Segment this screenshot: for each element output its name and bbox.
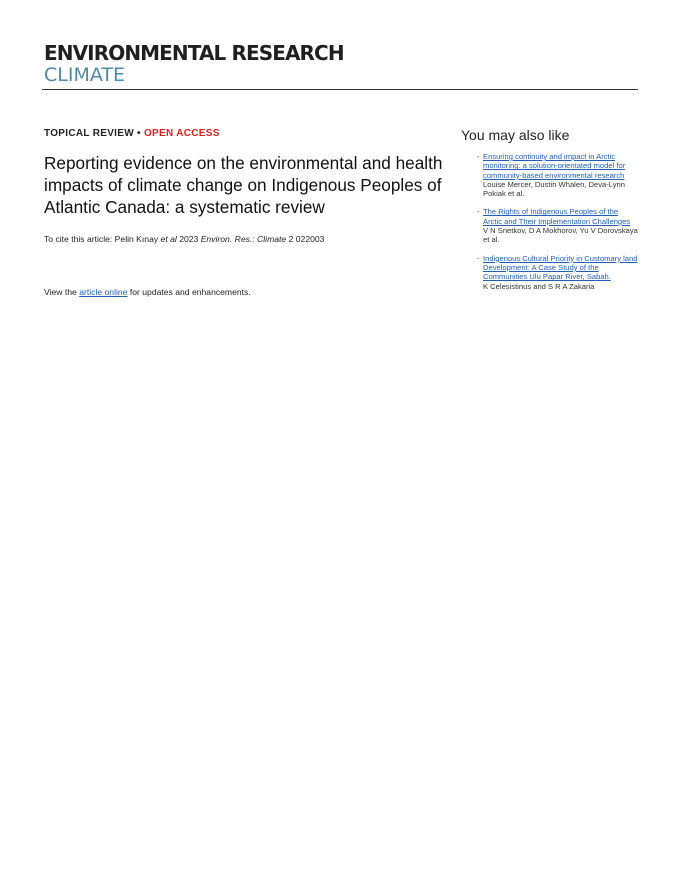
journal-logo [44,42,344,86]
journal-name-line2: CLIMATE [44,64,125,86]
bullet-icon: - [477,207,480,217]
header-divider [42,89,638,90]
journal-name-line1: ENVIRONMENTAL RESEARCH [44,41,344,65]
view-online-suffix: for updates and enhancements. [129,287,251,297]
recommended-article-authors: V N Snetkov, D A Mokhorov, Yu V Dorovskaya et al. [483,226,638,245]
list-item [478,254,638,291]
bullet-icon: - [477,152,480,161]
citation-year: 2023 [179,234,199,244]
also-like-heading: You may also like [461,127,570,143]
recommended-article-authors: K Celesistinus and S R A Zakaria [483,281,595,291]
list-item [478,207,638,244]
article-title: Reporting evidence on the environmental and health impacts of climate change on Indigenous Peoples of Atlantic Canada: a systematic review [44,153,443,217]
citation-prefix: To cite this article: Pelin Kınay [44,234,159,244]
article-type-line [44,128,220,139]
article-type: TOPICAL REVIEW [44,128,134,139]
citation-journal: Environ. Res.: Climate [200,234,287,244]
recommended-article-authors: Louise Mercer, Dustin Whalen, Deva-Lynn Pokiak et al. [483,179,625,199]
list-item [478,152,638,198]
citation [44,234,324,244]
open-access-badge: OPEN ACCESS [143,128,220,139]
recommended-article-link[interactable]: The Rights of Indigenous Peoples of the Arctic and Their Implementation Challenges [483,207,631,226]
type-separator: • [137,128,141,139]
recommended-article-link[interactable]: Ensuring continuity and impact in Arctic monitoring: a solution-orientated model for community-based environmental research [483,152,626,180]
citation-etal: et al [160,234,177,244]
view-online-line [44,287,251,297]
recommended-list [478,152,638,300]
citation-volume: 2 [288,234,294,244]
recommended-article-link[interactable]: Indigenous Cultural Priority in Customary land Development: A Case Study of the Communities Ulu Papar River, Sabah. [483,253,638,282]
citation-article-number: 022003 [295,234,325,244]
article-online-link[interactable]: article online [79,287,128,297]
view-online-prefix: View the [44,287,77,297]
bullet-icon: - [477,253,480,263]
